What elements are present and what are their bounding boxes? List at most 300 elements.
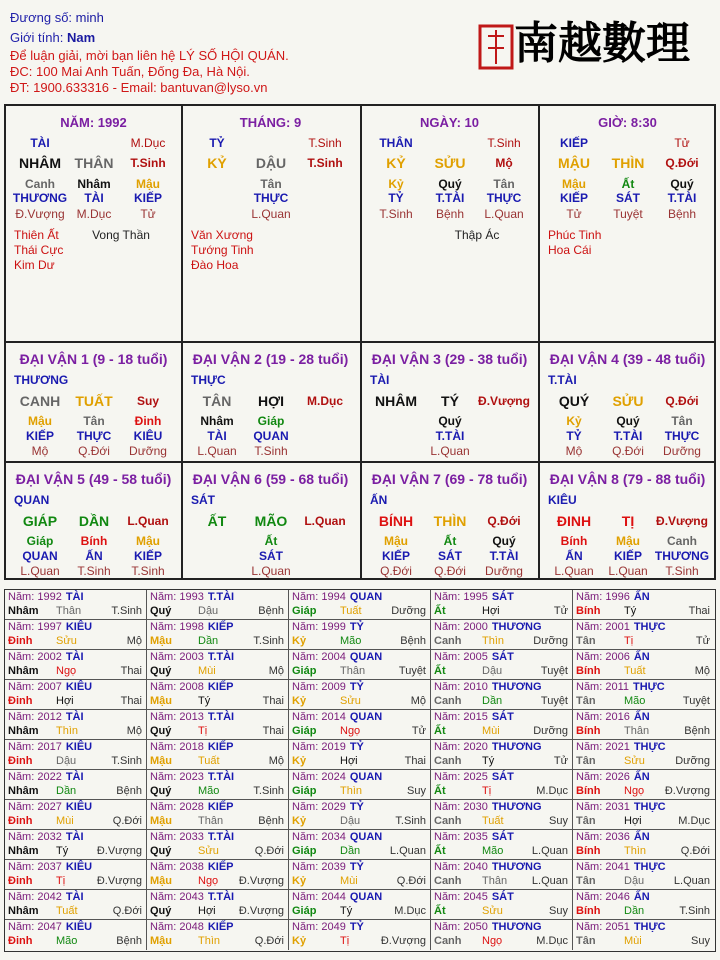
year-cell <box>431 920 573 950</box>
pillar-chi-status: Mộ <box>495 156 513 170</box>
year-cell <box>431 770 573 800</box>
year-cell <box>147 800 289 830</box>
year-god: QUAN <box>349 891 383 903</box>
hidden-state: T.Sinh <box>665 564 699 578</box>
year-chi: Tý <box>340 905 353 917</box>
year-state: Dưỡng <box>675 755 710 767</box>
year-label: Năm: <box>576 711 603 723</box>
year-heading <box>434 861 542 873</box>
year-god: KIẾP <box>207 801 234 813</box>
year-god: TỶ <box>349 921 364 933</box>
year-chi: Mão <box>340 635 362 647</box>
name-line <box>10 10 289 26</box>
year-can: Ất <box>434 605 446 617</box>
year-heading <box>576 651 650 663</box>
pillar-status: T.Sinh <box>308 136 342 150</box>
year-can: Mậu <box>150 935 172 947</box>
year-value: 2049 <box>321 921 346 933</box>
hidden-god: THỰC <box>76 429 112 443</box>
year-chi: Mùi <box>624 935 642 947</box>
year-heading <box>292 801 364 813</box>
year-cell <box>147 680 289 710</box>
logo <box>476 8 714 72</box>
year-chi: Tý <box>56 845 69 857</box>
year-god: QUAN <box>349 831 383 843</box>
hidden-god: THỰC <box>486 191 522 205</box>
star-label: Văn Xương <box>191 228 253 242</box>
hidden-stem: Mậu <box>562 177 586 191</box>
year-heading <box>292 681 364 693</box>
year-chi: Ngọ <box>56 665 77 677</box>
year-label: Năm: <box>292 651 319 663</box>
year-heading <box>150 861 234 873</box>
year-chi: Mão <box>482 845 504 857</box>
year-label: Năm: <box>292 891 319 903</box>
year-can: Đinh <box>8 695 33 707</box>
table-row <box>5 890 715 920</box>
year-state: Suy <box>407 785 426 797</box>
year-label: Năm: <box>292 861 319 873</box>
year-god: KIÊU <box>65 741 93 753</box>
year-state: Bệnh <box>258 605 284 617</box>
hidden-state: Bệnh <box>435 207 465 221</box>
year-state: Thai <box>688 605 710 617</box>
hidden-god: ẤN <box>565 549 583 563</box>
year-value: 2018 <box>179 741 204 753</box>
year-chi: Hợi <box>340 755 358 767</box>
contact-line-3: ĐT: 1900.633316 - Email: bantuvan@lyso.vn <box>10 80 268 95</box>
hidden-stem: Bính <box>560 534 588 548</box>
hidden-stem: Kỷ <box>566 414 582 428</box>
year-heading <box>150 711 234 723</box>
year-cell <box>5 620 147 650</box>
year-label: Năm: <box>150 591 177 603</box>
table-row <box>5 800 715 830</box>
year-value: 2027 <box>37 801 62 813</box>
year-cell <box>289 620 431 650</box>
year-label: Năm: <box>292 591 319 603</box>
year-heading <box>150 801 234 813</box>
year-value: 2038 <box>179 861 204 873</box>
hidden-stem: Canh <box>667 534 697 548</box>
year-cell <box>147 590 289 620</box>
star-label: Hoa Cái <box>548 243 592 257</box>
year-can: Quý <box>150 785 172 797</box>
year-god: KIẾP <box>207 621 234 633</box>
year-label: Năm: <box>434 861 461 873</box>
year-value: 2030 <box>463 801 488 813</box>
year-state: T.Sinh <box>111 605 142 617</box>
year-label: Năm: <box>150 741 177 753</box>
year-can: Canh <box>434 875 462 887</box>
year-chi: Dậu <box>198 605 219 617</box>
year-state: M.Dục <box>678 815 710 827</box>
year-cell <box>573 740 715 770</box>
pillar-chi: THÂN <box>74 155 114 171</box>
year-label: Năm: <box>8 711 35 723</box>
year-state: Tuyệt <box>540 695 568 707</box>
year-chi: Sửu <box>624 755 645 767</box>
hidden-god: KIẾP <box>133 549 162 563</box>
year-chi: Tý <box>482 755 495 767</box>
year-label: Năm: <box>434 651 461 663</box>
hidden-state: Q.Đới <box>612 444 644 458</box>
year-cell <box>573 620 715 650</box>
year-state: Bệnh <box>116 785 142 797</box>
dai-van-status: Q.Đới <box>487 514 521 528</box>
dai-van-status: Đ.Vượng <box>478 394 530 408</box>
year-value: 1996 <box>605 591 630 603</box>
year-state: Đ.Vượng <box>380 935 426 947</box>
gender-line <box>10 30 289 46</box>
hidden-stem: Tân <box>671 414 693 428</box>
year-cell <box>573 920 715 950</box>
year-god: TÀI <box>65 891 84 903</box>
hidden-state: Dưỡng <box>485 564 523 578</box>
hidden-god: KIẾP <box>133 191 162 205</box>
hidden-god: TỶ <box>566 429 582 443</box>
year-cell <box>431 800 573 830</box>
year-value: 2013 <box>179 711 204 723</box>
gender-value: Nam <box>66 30 96 45</box>
year-chi: Dần <box>482 695 503 707</box>
year-heading <box>576 771 650 783</box>
year-heading <box>434 891 514 903</box>
hidden-state: L.Quan <box>554 564 594 578</box>
year-label: Năm: <box>576 681 603 693</box>
dai-van-chi: TÝ <box>441 393 459 409</box>
year-god: T.TÀI <box>207 651 235 663</box>
dai-van-title: ĐẠI VẬN 5 (49 - 58 tuổi) <box>15 471 172 487</box>
hidden-god: TÀI <box>84 191 104 205</box>
table-row <box>5 920 715 950</box>
year-cell <box>573 830 715 860</box>
year-value: 2004 <box>321 651 346 663</box>
year-heading <box>434 921 542 933</box>
year-state: Q.Đới <box>112 905 142 917</box>
year-heading <box>576 891 650 903</box>
year-value: 2034 <box>321 831 346 843</box>
year-value: 2046 <box>605 891 630 903</box>
year-heading <box>576 861 666 873</box>
dai-van-can: NHÂM <box>375 393 417 409</box>
year-heading <box>576 621 666 633</box>
star-label: Đào Hoa <box>191 258 239 272</box>
hidden-god: T.TÀI <box>489 549 519 563</box>
year-state: Mộ <box>268 755 284 767</box>
year-state: Suy <box>549 815 568 827</box>
year-cell <box>431 740 573 770</box>
hidden-state: L.Quan <box>251 564 291 578</box>
year-heading <box>576 711 650 723</box>
pillar-title: THÁNG: 9 <box>239 115 302 130</box>
dai-van-chi: SỬU <box>612 393 644 409</box>
year-chi: Hợi <box>198 905 216 917</box>
year-god: KIẾP <box>207 741 234 753</box>
year-heading <box>434 591 514 603</box>
pillar-chi-status: T.Sinh <box>307 156 343 170</box>
year-can: Kỷ <box>292 695 307 707</box>
year-cell <box>289 740 431 770</box>
year-can: Giáp <box>292 725 317 737</box>
year-chi: Mão <box>56 935 78 947</box>
pillar-status: M.Dục <box>130 136 166 150</box>
year-god: SÁT <box>491 711 514 723</box>
year-value: 2015 <box>463 711 488 723</box>
dai-van-god: ẤN <box>370 493 388 507</box>
year-heading <box>292 591 382 603</box>
year-can: Quý <box>150 845 172 857</box>
year-can: Ất <box>434 725 446 737</box>
year-state: Dưỡng <box>533 725 568 737</box>
year-chi: Ngọ <box>624 785 645 797</box>
year-chi: Tị <box>340 935 350 947</box>
star-label: Phúc Tinh <box>548 228 602 242</box>
year-value: 2019 <box>321 741 346 753</box>
year-value: 2001 <box>605 621 630 633</box>
year-label: Năm: <box>576 801 603 813</box>
year-chi: Dần <box>624 905 645 917</box>
year-state: L.Quan <box>389 845 426 857</box>
year-god: QUAN <box>349 771 383 783</box>
year-cell <box>147 650 289 680</box>
year-god: TỶ <box>349 861 364 873</box>
hidden-god: SÁT <box>438 549 462 563</box>
hidden-state: Q.Đới <box>78 444 110 458</box>
year-chi: Tuất <box>56 905 78 917</box>
hidden-state: Q.Đới <box>380 564 412 578</box>
year-can: Giáp <box>292 665 317 677</box>
hidden-god: KIẾP <box>613 549 642 563</box>
year-cell <box>5 920 147 950</box>
year-god: SÁT <box>491 651 514 663</box>
year-value: 2014 <box>321 711 346 723</box>
pillar-chi: SỬU <box>434 155 466 171</box>
hidden-state: Đ.Vượng <box>15 207 65 221</box>
year-value: 2033 <box>179 831 204 843</box>
year-can: Nhâm <box>8 665 39 677</box>
year-state: Suy <box>549 905 568 917</box>
year-chi: Dần <box>198 635 219 647</box>
year-value: 2026 <box>605 771 630 783</box>
year-label: Năm: <box>576 861 603 873</box>
star-label: Thái Cực <box>14 243 64 257</box>
year-chi: Tuất <box>198 755 220 767</box>
pillar-can: KỶ <box>386 155 406 171</box>
year-chi: Thân <box>340 665 366 677</box>
year-can: Giáp <box>292 905 317 917</box>
year-state: Thai <box>120 665 142 677</box>
year-label: Năm: <box>8 591 35 603</box>
year-label: Năm: <box>434 741 461 753</box>
year-state: Bệnh <box>684 725 710 737</box>
hidden-god: T.TÀI <box>613 429 643 443</box>
year-god: THƯƠNG <box>491 741 542 753</box>
year-heading <box>576 741 666 753</box>
year-god: SÁT <box>491 831 514 843</box>
hidden-god: TÀI <box>207 429 227 443</box>
year-value: 2031 <box>605 801 630 813</box>
year-god: QUAN <box>349 591 383 603</box>
year-god: THỰC <box>633 681 665 693</box>
pillar-can: KỶ <box>207 155 227 171</box>
year-chi: Ngọ <box>340 725 361 737</box>
hidden-stem: Nhâm <box>200 414 234 428</box>
year-chi: Dậu <box>56 755 77 767</box>
year-god: ẤN <box>633 651 650 663</box>
year-heading <box>292 861 364 873</box>
year-label: Năm: <box>150 831 177 843</box>
year-can: Giáp <box>292 845 317 857</box>
year-can: Kỷ <box>292 935 307 947</box>
year-heading <box>150 621 234 633</box>
year-cell <box>5 740 147 770</box>
dai-van-status: L.Quan <box>304 514 346 528</box>
year-state: Bệnh <box>258 815 284 827</box>
dai-van-status: L.Quan <box>127 514 169 528</box>
year-state: Suy <box>691 935 710 947</box>
year-chi: Tý <box>198 695 211 707</box>
year-value: 1998 <box>179 621 204 633</box>
pillar-status: Tử <box>674 136 690 150</box>
year-value: 2035 <box>463 831 488 843</box>
hidden-stem: Tân <box>83 414 105 428</box>
year-value: 2043 <box>179 891 204 903</box>
year-value: 1995 <box>463 591 488 603</box>
hidden-stem: Mậu <box>136 177 160 191</box>
hidden-god: KIẾP <box>25 429 54 443</box>
year-can: Nhâm <box>8 725 39 737</box>
year-value: 2022 <box>37 771 62 783</box>
pillar-title: NGÀY: 10 <box>420 115 479 130</box>
pillar-chi-status: T.Sinh <box>130 156 166 170</box>
dai-van-status: Đ.Vượng <box>656 514 708 528</box>
year-value: 2009 <box>321 681 346 693</box>
dai-van-title: ĐẠI VẬN 6 (59 - 68 tuổi) <box>192 471 349 487</box>
hidden-stem: Canh <box>25 177 55 191</box>
year-heading <box>150 651 234 663</box>
year-cell <box>5 860 147 890</box>
year-cell <box>5 800 147 830</box>
year-can: Mậu <box>150 815 172 827</box>
year-heading <box>8 621 92 633</box>
year-heading <box>8 771 84 783</box>
year-can: Bính <box>576 905 601 917</box>
year-chi: Thìn <box>56 725 79 737</box>
hidden-stem: Quý <box>670 177 694 191</box>
hidden-stem: Quý <box>616 414 640 428</box>
year-state: T.Sinh <box>111 755 142 767</box>
year-heading <box>292 741 364 753</box>
year-value: 2007 <box>37 681 62 693</box>
year-cell <box>147 710 289 740</box>
table-row <box>5 620 715 650</box>
year-can: Nhâm <box>8 605 39 617</box>
year-state: M.Dục <box>536 935 568 947</box>
year-god: ẤN <box>633 831 650 843</box>
year-chi: Dậu <box>482 665 503 677</box>
year-god: TÀI <box>65 771 84 783</box>
year-can: Bính <box>576 725 601 737</box>
year-can: Kỷ <box>292 635 307 647</box>
pillar-title: GIỜ: 8:30 <box>598 115 657 130</box>
pillar-chi: THÌN <box>611 155 645 171</box>
year-god: QUAN <box>349 651 383 663</box>
year-label: Năm: <box>434 621 461 633</box>
year-chi: Thìn <box>482 635 505 647</box>
year-chi: Mão <box>198 785 220 797</box>
hidden-state: L.Quan <box>251 207 291 221</box>
year-god: THƯƠNG <box>491 621 542 633</box>
year-can: Nhâm <box>8 905 39 917</box>
year-heading <box>292 651 382 663</box>
year-can: Quý <box>150 665 172 677</box>
hidden-god: KIẾP <box>559 191 588 205</box>
year-cell <box>431 710 573 740</box>
dai-van-god: KIÊU <box>548 493 577 507</box>
star-label: Thập Ác <box>454 228 500 242</box>
year-cell <box>573 800 715 830</box>
year-cell <box>431 680 573 710</box>
year-heading <box>576 831 650 843</box>
year-state: Mộ <box>268 665 284 677</box>
year-heading <box>292 771 382 783</box>
year-heading <box>434 651 514 663</box>
hidden-stem: Nhâm <box>77 177 111 191</box>
year-heading <box>8 651 84 663</box>
year-heading <box>576 591 650 603</box>
year-value: 2017 <box>37 741 62 753</box>
logo-seal-icon <box>476 8 714 72</box>
name-value: minh <box>75 10 104 25</box>
year-cell <box>5 680 147 710</box>
year-cell <box>573 680 715 710</box>
divider <box>4 461 716 463</box>
year-label: Năm: <box>576 771 603 783</box>
year-cell <box>147 830 289 860</box>
year-value: 2032 <box>37 831 62 843</box>
year-label: Năm: <box>292 711 319 723</box>
year-chi: Hợi <box>624 815 642 827</box>
year-label: Năm: <box>8 771 35 783</box>
year-label: Năm: <box>434 801 461 813</box>
year-god: T.TÀI <box>207 891 235 903</box>
year-god: SÁT <box>491 891 514 903</box>
hidden-stem: Mậu <box>616 534 640 548</box>
year-heading <box>8 831 84 843</box>
hidden-state: L.Quan <box>197 444 237 458</box>
dai-van-title: ĐẠI VẬN 7 (69 - 78 tuổi) <box>371 471 528 487</box>
year-chi: Tuất <box>340 605 362 617</box>
year-god: THƯƠNG <box>491 681 542 693</box>
year-god: THƯƠNG <box>491 921 542 933</box>
year-value: 2003 <box>179 651 204 663</box>
hidden-god: THƯƠNG <box>12 191 68 205</box>
year-chi: Mùi <box>56 815 74 827</box>
year-label: Năm: <box>292 801 319 813</box>
pillar-can: MẬU <box>558 155 590 171</box>
hidden-stem: Mậu <box>28 414 52 428</box>
star-label: Tướng Tinh <box>191 243 254 257</box>
year-state: Q.Đới <box>254 935 284 947</box>
year-heading <box>150 681 234 693</box>
year-chi: Tuất <box>482 815 504 827</box>
year-state: Thai <box>262 725 284 737</box>
year-value: 2020 <box>463 741 488 753</box>
year-chi: Tị <box>482 785 492 797</box>
year-state: T.Sinh <box>679 905 710 917</box>
year-heading <box>8 891 84 903</box>
